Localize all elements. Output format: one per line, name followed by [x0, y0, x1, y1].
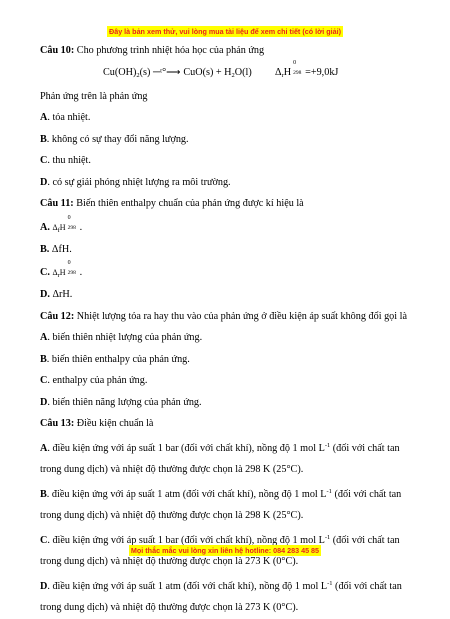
question-number: Câu 13: [40, 418, 75, 429]
option-b[interactable]: B. biến thiên enthalpy của phản ứng. [40, 353, 190, 365]
question-number: Câu 11: [40, 198, 74, 209]
option-d[interactable]: D. biến thiên năng lượng của phản ứng. [40, 396, 202, 408]
option-b[interactable]: B. điều kiện ứng với áp suất 1 atm (đối với chất khí), nồng độ 1 mol $L^{-1}$ (đối với chất tan trong dung dịch) và nhiệt độ thường được chọn là 298 K (25°C). [40, 487, 402, 521]
option-a[interactable]: A. tỏa nhiệt. [40, 112, 91, 123]
question-text: Biến thiên enthalpy chuẩn của phản ứng được kí hiệu là [76, 198, 304, 209]
document-body [40, 40, 420, 619]
preview-banner-text: Đây là bản xem thử, vui lòng mua tài liệu để xem chi tiết (có lời giải) [109, 27, 341, 36]
option-c[interactable]: C. thu nhiệt. [40, 155, 91, 166]
question-11 [40, 193, 420, 215]
option-a[interactable]: A. biến thiên nhiệt lượng của phản ứng. [40, 332, 203, 343]
question-number: Câu 10: [40, 45, 75, 56]
option-d[interactable]: D. điều kiện ứng với áp suất 1 atm (đối với chất khí), nồng độ 1 mol $L^{-1}$ (đối với chất tan trong dung dịch) và nhiệt độ thường được chọn là 273 K (0°C). [40, 579, 402, 613]
question-text: Nhiệt lượng tỏa ra hay thu vào của phản ứng ở điều kiện áp suất không đổi gọi là [76, 310, 407, 322]
option-c[interactable]: C. điều kiện ứng với áp suất 1 bar (đối với chất khí), nồng độ 1 mol $L^{-1}$ (đối với chất tan trong dung dịch) và nhiệt độ thường được chọn là 273 K (0°C). [40, 533, 400, 567]
thermochemical-equation [40, 59, 420, 86]
question-stem: Phản ứng trên là phản ứng [40, 90, 148, 102]
option-a[interactable]: A. $\Delta_fH$ 0 298 . [40, 214, 83, 234]
hotline-banner [0, 546, 450, 555]
option-a[interactable]: A. điều kiện ứng với áp suất 1 bar (đối với chất khí), nồng độ 1 mol $L^{-1}$ (đối với chất tan trong dung dịch) và nhiệt độ thường được chọn là 298 K (25°C). [40, 441, 400, 475]
question-12 [40, 306, 420, 328]
enthalpy-change: $\Delta_rH$ 0 298 =+9,0kJ [275, 59, 339, 79]
option-c[interactable]: C. $\Delta_rH$ 0 298 . [40, 260, 83, 279]
question-text: Cho phương trình nhiệt hóa học của phản ứng [76, 45, 265, 56]
preview-banner [0, 27, 450, 36]
question-number: Câu 12: [40, 310, 75, 322]
option-d[interactable]: D. ΔrH. [40, 289, 73, 300]
question-13 [40, 413, 420, 435]
question-text: Điều kiện chuẩn là [76, 418, 154, 429]
option-b[interactable]: B. ΔfH. [40, 243, 72, 255]
reaction-arrow: ─ᵗ°⟶ [152, 66, 181, 78]
question-10 [40, 40, 420, 62]
option-d[interactable]: D. có sự giải phóng nhiệt lượng ra môi trường. [40, 176, 231, 188]
option-b[interactable]: B. không có sự thay đổi năng lượng. [40, 133, 189, 145]
hotline-banner-text: Mọi thắc mắc vui lòng xin liên hệ hotline: 084 283 45 85 [130, 546, 320, 555]
option-c[interactable]: C. enthalpy của phản ứng. [40, 375, 148, 386]
reaction: $Cu(OH)_2(s)$ ─ᵗ°⟶ $CuO(s) + H_2O(l)$ [103, 66, 252, 79]
